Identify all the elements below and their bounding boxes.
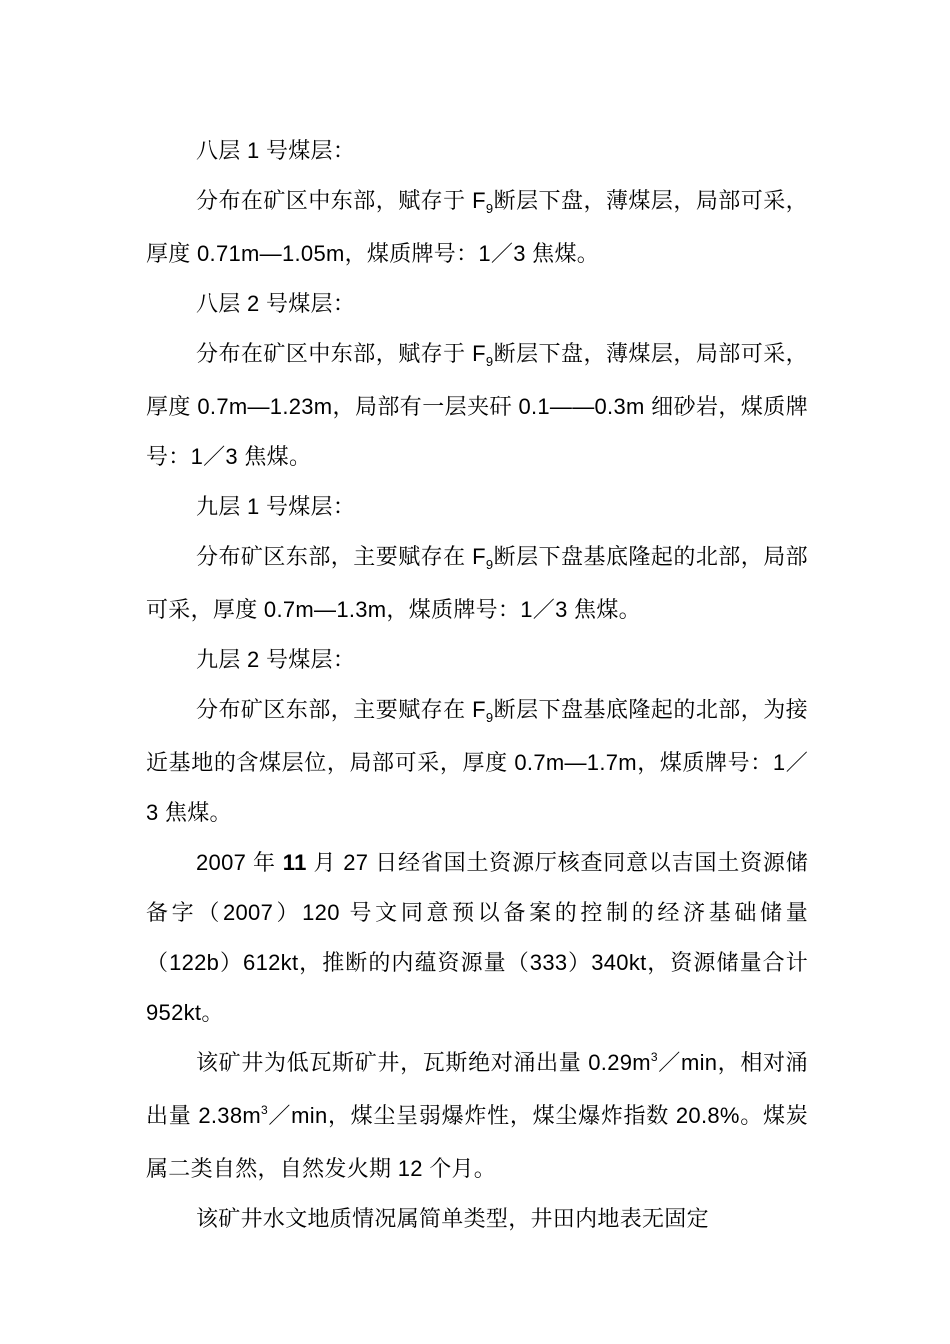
paragraph-seam-9-1 (146, 532, 808, 635)
paragraph-text: 分布矿区东部，主要赋存在 F (196, 544, 486, 569)
fault-subscript: 9 (485, 201, 494, 216)
fault-subscript: 9 (485, 710, 494, 725)
paragraph-text: 2007 年 (196, 850, 283, 875)
paragraph-gas (146, 1038, 808, 1194)
fault-subscript: 9 (485, 557, 494, 572)
heading-text: 九层 2 号煤层： (196, 647, 356, 672)
paragraph-text: 分布在矿区中东部，赋存于 F (196, 341, 486, 366)
section-heading-seam-9-2 (146, 635, 808, 685)
paragraph-hydrogeology (146, 1194, 808, 1244)
cubic-superscript: 3 (260, 1103, 268, 1117)
paragraph-text: 断层下盘，薄煤层，局部可采，厚度 0.71m—1.05m，煤质牌号：1／3 焦煤。 (146, 188, 808, 266)
paragraph-text: 该矿井水文地质情况属简单类型，井田内地表无固定 (196, 1206, 709, 1231)
paragraph-reserves (146, 838, 808, 1038)
document-body (146, 126, 808, 1244)
paragraph-text: 月 27 日经省国土资源厅核查同意以吉国土资源储备字（2007）120 号文同意预以备案的控制的经济基础储量（122b）612kt，推断的内蕴资源量（333）340kt，资源储量合计 952kt。 (146, 850, 808, 1025)
section-heading-seam-8-1 (146, 126, 808, 176)
paragraph-text: 分布矿区东部，主要赋存在 F (196, 697, 486, 722)
paragraph-text: 断层下盘，薄煤层，局部可采，厚度 0.7m—1.23m，局部有一层夹矸 0.1——0.3m 细砂岩，煤质牌号：1／3 焦煤。 (146, 341, 808, 469)
paragraph-seam-8-1 (146, 176, 808, 279)
section-heading-seam-8-2 (146, 279, 808, 329)
section-heading-seam-9-1 (146, 482, 808, 532)
paragraph-text: ／min，相对涌出量 2.38m (146, 1050, 808, 1128)
paragraph-seam-9-2 (146, 685, 808, 838)
heading-text: 八层 1 号煤层： (196, 138, 356, 163)
heading-text: 九层 1 号煤层： (196, 494, 356, 519)
paragraph-text: 断层下盘基底隆起的北部，局部可采，厚度 0.7m—1.3m，煤质牌号：1／3 焦煤。 (146, 544, 808, 622)
paragraph-text: 分布在矿区中东部，赋存于 F (196, 188, 486, 213)
bold-month-number: 11 (282, 850, 307, 875)
paragraph-text: 该矿井为低瓦斯矿井，瓦斯绝对涌出量 0.29m (196, 1050, 651, 1075)
cubic-superscript: 3 (650, 1050, 658, 1064)
heading-text: 八层 2 号煤层： (196, 291, 356, 316)
paragraph-text: ／min，煤尘呈弱爆炸性，煤尘爆炸指数 20.8%。煤炭属二类自然，自然发火期 12 个月。 (146, 1103, 808, 1181)
fault-subscript: 9 (485, 354, 494, 369)
paragraph-text: 断层下盘基底隆起的北部，为接近基地的含煤层位，局部可采，厚度 0.7m—1.7m，煤质牌号：1／3 焦煤。 (146, 697, 808, 825)
paragraph-seam-8-2 (146, 329, 808, 482)
